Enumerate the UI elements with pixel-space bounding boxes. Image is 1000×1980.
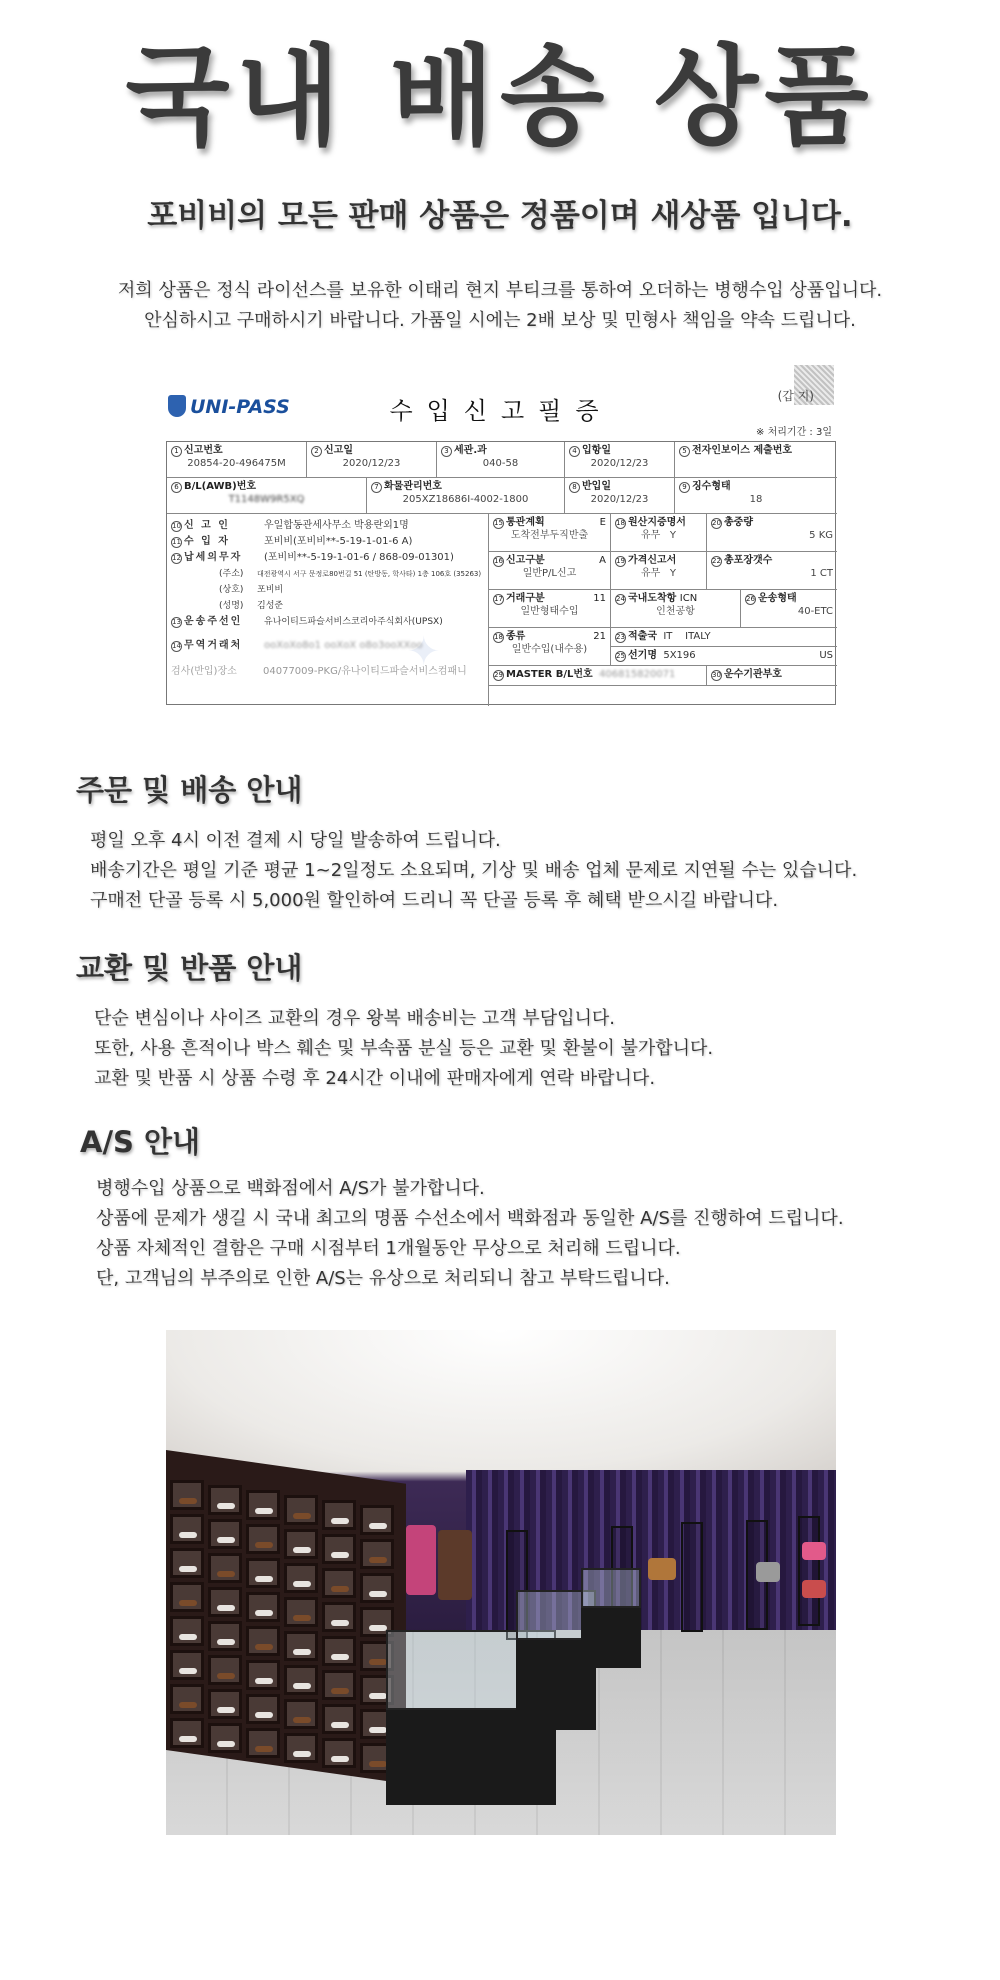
shoe: [255, 1678, 273, 1684]
section-title-shipping: 주문 및 배송 안내: [76, 773, 303, 807]
shoe-cubby: [284, 1495, 318, 1525]
handbag: [756, 1562, 780, 1582]
shoe: [255, 1644, 273, 1650]
shoe: [331, 1620, 349, 1626]
shoe: [293, 1513, 311, 1519]
shoe-cubby: [170, 1548, 204, 1578]
shoe-cubby: [208, 1553, 242, 1583]
field-transport: 26 운송형태 40-ETC: [741, 590, 837, 628]
shoe: [331, 1586, 349, 1592]
field-price-cert: 19 가격신고서 유무 Y: [611, 552, 707, 590]
shoe-cubby: [322, 1568, 356, 1598]
shoe-cubby: [284, 1665, 318, 1695]
shoe: [217, 1537, 235, 1543]
shoe: [179, 1702, 197, 1708]
section-line: 단, 고객님의 부주의로 인한 A/S는 유상으로 처리되니 참고 부탁드립니다.: [96, 1268, 670, 1289]
shoe: [255, 1542, 273, 1548]
shoe-cubby: [208, 1723, 242, 1753]
store-photo: [166, 1330, 836, 1835]
watermark-logo: ✦: [407, 629, 441, 675]
shoe: [255, 1576, 273, 1582]
handbag: [802, 1542, 826, 1560]
field-kind: 18 종류 21 일반수입(내수용): [489, 628, 611, 666]
field-decl-no: 1 신고번호 20854-20-496475M: [167, 442, 307, 478]
shoe: [179, 1600, 197, 1606]
field-origin-cert: 18 원산지증명서 유무 Y: [611, 514, 707, 552]
field-tax: 9 징수형태 18: [675, 478, 837, 514]
shoe-cubby: [246, 1626, 280, 1656]
section-title-returns: 교환 및 반품 안내: [76, 951, 303, 985]
glass-display-case: [581, 1568, 641, 1608]
shoe-cubby: [170, 1582, 204, 1612]
shoe: [369, 1557, 387, 1563]
shoe: [331, 1518, 349, 1524]
shoe: [369, 1659, 387, 1665]
field-arrival: 24 국내도착항 ICN 인천공항: [611, 590, 741, 628]
shoe: [293, 1683, 311, 1689]
field-weight: 20 총중량 5 KG: [707, 514, 837, 552]
shoe: [293, 1717, 311, 1723]
shoe: [369, 1693, 387, 1699]
section-line: 배송기간은 평일 기준 평균 1~2일정도 소요되며, 기상 및 배송 업체 문제로 지연될 수는 있습니다.: [90, 860, 858, 881]
shoe: [369, 1761, 387, 1767]
shoe-cubby: [322, 1704, 356, 1734]
shoe-cubby: [170, 1718, 204, 1748]
shoe-cubby: [322, 1670, 356, 1700]
section-line: 병행수입 상품으로 백화점에서 A/S가 불가합니다.: [96, 1178, 485, 1199]
shoe-cubby: [246, 1694, 280, 1724]
field-trade: 17 거래구분 11 일반형태수입: [489, 590, 611, 628]
section-line: 상품 자체적인 결함은 구매 시점부터 1개월동안 무상으로 처리해 드립니다.: [96, 1238, 681, 1259]
section-line: 상품에 문제가 생길 시 국내 최고의 명품 수선소에서 백화점과 동일한 A/S를 진행하여 드립니다.: [96, 1208, 844, 1229]
shoe-cubby: [246, 1728, 280, 1758]
section-line: 또한, 사용 흔적이나 박스 훼손 및 부속품 분실 등은 교환 및 환불이 불가합니다.: [94, 1038, 714, 1059]
hero-title: 국내 배송 상품: [125, 35, 875, 160]
shoe-cubby: [170, 1616, 204, 1646]
shoe: [331, 1654, 349, 1660]
shoe-cubby: [208, 1689, 242, 1719]
section-line: 단순 변심이나 사이즈 교환의 경우 왕복 배송비는 고객 부담입니다.: [94, 1008, 615, 1029]
display-rack: [681, 1522, 703, 1632]
processing-period: ※ 처리기간 : 3일: [756, 427, 832, 438]
party-info: ✦ 10 신 고 인 우일합동관세사무소 박용란외1명 11 수 입 자 포비비(포비비**-5-19-1-01-6 A) 12 납세의무자 (포비비**-5-19-1-01-6 / 868-09-01301) (주소) 대전광역시 서구 문정로80번길 51 (탄방동, 학사타) 1층 106호 (35263) (상호) 포비비 (성명) 김성준 13 운송주선인 유나이티드파슬서비스코리아주식회사(UPSX) 14 무역거래처 ooXoXo8o1 ooXoX o8o3ooXXoo 검사(반입)장소 04077009-PKG/유나이티드파슬서비스컴패니: [167, 514, 489, 706]
shoe-cubby: [170, 1480, 204, 1510]
field-packages: 22 총포장갯수 1 CT: [707, 552, 837, 590]
shoe: [331, 1722, 349, 1728]
shoe: [179, 1634, 197, 1640]
display-case-base: [581, 1608, 641, 1668]
shoe: [331, 1552, 349, 1558]
intro-line: 안심하시고 구매하시기 바랍니다. 가품일 시에는 2배 보상 및 민형사 책임을 약속 드립니다.: [144, 310, 856, 331]
display-rack: [798, 1516, 820, 1626]
field-type: 16 신고구분 A 일반P/L신고: [489, 552, 611, 590]
shoe: [179, 1532, 197, 1538]
field-decl-date: 2 신고일 2020/12/23: [307, 442, 437, 478]
shoe-cubby: [208, 1621, 242, 1651]
shoe: [255, 1610, 273, 1616]
intro-line: 저희 상품은 정식 라이선스를 보유한 이태리 현지 부티크를 통하여 오더하는 병행수입 상품입니다.: [117, 280, 883, 301]
shoe: [255, 1712, 273, 1718]
certificate-grid: [166, 441, 836, 705]
shoe-cubby: [322, 1738, 356, 1768]
shoe: [369, 1523, 387, 1529]
shoe-cubby: [208, 1519, 242, 1549]
shoe-cubby: [284, 1597, 318, 1627]
shoe: [217, 1571, 235, 1577]
handbag: [802, 1580, 826, 1598]
shoe: [331, 1688, 349, 1694]
shoe: [369, 1625, 387, 1631]
field-carrier: 30 운수기관부호: [707, 666, 837, 686]
certificate-header: [166, 365, 836, 438]
field-einvoice: 5 전자인보이스 제출번호: [675, 442, 837, 478]
intro-text: [0, 276, 1000, 336]
shoe-cubby: [246, 1558, 280, 1588]
clothing-rack: [438, 1530, 472, 1600]
shoe: [179, 1736, 197, 1742]
shoe-cubby: [170, 1514, 204, 1544]
import-certificate: [166, 365, 836, 705]
shoe: [293, 1751, 311, 1757]
shoe-cubby: [284, 1529, 318, 1559]
shoe: [179, 1566, 197, 1572]
shoe: [293, 1547, 311, 1553]
shoe-cubby: [322, 1534, 356, 1564]
shoe-cubby: [170, 1650, 204, 1680]
shoe-cubby: [246, 1660, 280, 1690]
shoe: [179, 1668, 197, 1674]
copy-label: (갑 지): [777, 389, 814, 403]
shoe-cubby: [322, 1636, 356, 1666]
section-title-as: A/S 안내: [80, 1125, 201, 1159]
shoe: [217, 1639, 235, 1645]
field-entry-date: 4 입항일 2020/12/23: [565, 442, 675, 478]
shoe-cubby: [284, 1563, 318, 1593]
shoe: [255, 1746, 273, 1752]
section-line: 구매전 단골 등록 시 5,000원 할인하여 드리니 꼭 단골 등록 후 혜택 받으시길 바랍니다.: [90, 890, 779, 911]
store-ceiling: [166, 1330, 836, 1470]
field-customs: 3 세관.과 040-58: [437, 442, 565, 478]
field-clearance: 15 통관계획 E 도착전부두직반출: [489, 514, 611, 552]
shoe-cubby: [208, 1587, 242, 1617]
certificate-title: 수입신고필증: [389, 397, 613, 425]
field-cargo: 7 화물관리번호 205XZ18686I-4002-1800: [367, 478, 565, 514]
shoe: [331, 1756, 349, 1762]
shoe: [255, 1508, 273, 1514]
shoe-cubby: [170, 1684, 204, 1714]
shoe-cubby: [284, 1733, 318, 1763]
field-bl: 6 B/L(AWB)번호 T1148W9R5XQ: [167, 478, 367, 514]
shoe-cubby: [246, 1592, 280, 1622]
shoe: [293, 1581, 311, 1587]
section-line: 교환 및 반품 시 상품 수령 후 24시간 이내에 판매자에게 연락 바랍니다.: [94, 1068, 656, 1089]
shoe-cubby: [208, 1655, 242, 1685]
shoe-cubby: [360, 1573, 394, 1603]
shoe-cubby: [246, 1524, 280, 1554]
clothing-rack: [406, 1525, 436, 1595]
shoe: [179, 1498, 197, 1504]
section-line: 평일 오후 4시 이전 결제 시 당일 발송하여 드립니다.: [90, 830, 501, 851]
field-master-bl: 29 MASTER B/L번호 406815820071: [489, 666, 707, 686]
shoe-cubby: [208, 1485, 242, 1515]
shoe: [217, 1707, 235, 1713]
shoe-cubby: [322, 1602, 356, 1632]
field-import-date: 8 반입일 2020/12/23: [565, 478, 675, 514]
shoe: [217, 1605, 235, 1611]
shoe: [217, 1741, 235, 1747]
subtitle: 포비비의 모든 판매 상품은 정품이며 새상품 입니다.: [147, 198, 853, 234]
shoe: [369, 1591, 387, 1597]
shoe: [217, 1503, 235, 1509]
unipass-logo-text: UNI-PASS: [190, 396, 290, 418]
shoe: [369, 1727, 387, 1733]
shoe-cubby: [360, 1539, 394, 1569]
shoe: [217, 1673, 235, 1679]
shoe-cubby: [322, 1500, 356, 1530]
shoe: [293, 1649, 311, 1655]
shoe-cubby: [284, 1631, 318, 1661]
field-ship-country: 23 적출국 IT ITALY: [611, 628, 837, 647]
field-vessel: 25 선기명 5X196 US: [611, 647, 837, 666]
shoe: [293, 1615, 311, 1621]
shoe-cubby: [284, 1699, 318, 1729]
handbag: [648, 1558, 676, 1580]
shoe-cubby: [246, 1490, 280, 1520]
shoe-cubby: [360, 1505, 394, 1535]
